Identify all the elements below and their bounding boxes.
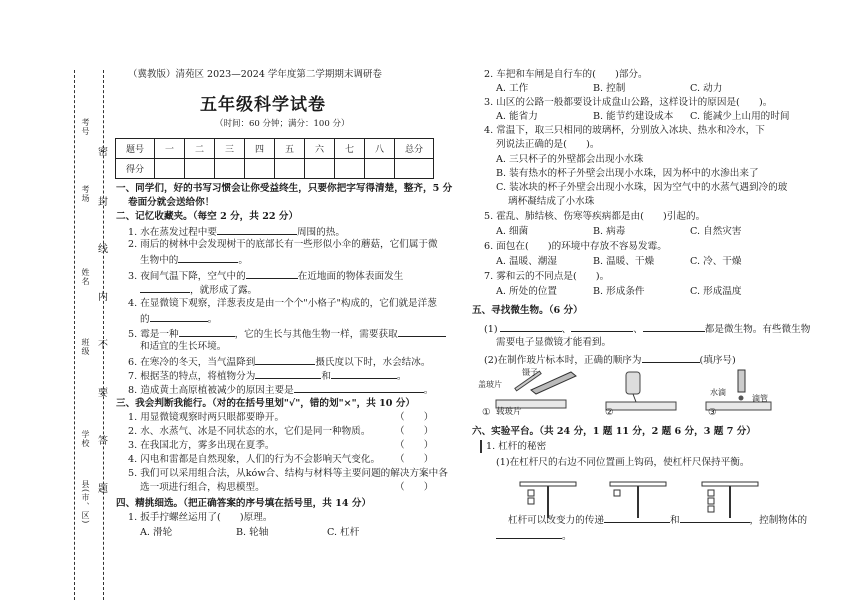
answer-blank[interactable] (246, 268, 298, 279)
seal-char: 答 (98, 436, 108, 447)
question-text: 周围的热。 (296, 227, 345, 238)
answer-blank[interactable] (500, 321, 562, 332)
option-c: C. 自然灾害 (690, 226, 742, 237)
section-3-title: 三、我会判断我能行。（对的在括号里划"√"，错的划"×"，共 10 分） (116, 398, 416, 409)
question-text: 和 (321, 371, 331, 382)
question-2-6 (128, 354, 430, 369)
option-b: B. 温暖、干燥 (593, 256, 655, 267)
answer-blank[interactable] (217, 224, 297, 235)
answer-blank[interactable] (398, 326, 446, 337)
question-text: 杠杆可以改变力的传递 (508, 515, 604, 526)
needle-icon (633, 394, 636, 402)
choice-question-5: 5. 霍乱、肺结核、伤寒等疾病都是由( )引起的。 (484, 211, 706, 222)
answer-blank[interactable] (255, 368, 321, 379)
choice-question-6: 6. 面包在( )的环境中存放不容易发霉。 (484, 241, 667, 252)
option-a: A. 能省力 (496, 111, 538, 122)
student-info-line (74, 70, 75, 600)
water-drop-icon (739, 396, 744, 401)
score-cell: 八 (365, 139, 395, 159)
section-2-title: 二、记忆收藏夹。（每空 2 分，共 22 分） (116, 211, 299, 222)
label-cover-slip: 盖玻片 (478, 380, 502, 389)
option-b: B. 控制 (593, 83, 626, 94)
seal-char: 密 (98, 147, 108, 158)
seal-char: 线 (98, 244, 108, 255)
option-c: C. 动力 (690, 83, 723, 94)
question-text: 生物中的 (140, 255, 179, 266)
option-a: A. 工作 (496, 83, 529, 94)
score-table-score-row (116, 159, 434, 179)
section-4-title: 四、精挑细选。（把正确答案的序号填在括号里，共 14 分） (116, 498, 372, 509)
exam-name: （冀教版）清苑区 2023—2024 学年度第二学期期末调研卷 (128, 69, 382, 80)
question-text: 摄氏度以下时，水会结冰。 (315, 357, 431, 368)
question-text: 5. 霉是一种 (128, 329, 179, 340)
hand-icon (626, 372, 640, 394)
judge-item-5: 5. 我们可以采用组合法，从ków合、结构与材料等主要问题的解决方案中各 (128, 468, 448, 479)
label-glass-slide: 载玻片 (496, 407, 522, 417)
score-cell: 七 (335, 139, 365, 159)
answer-blank[interactable] (604, 512, 670, 523)
question-2-5-cont: 和适宜的生长环境。 (140, 341, 227, 352)
score-entry[interactable] (245, 159, 275, 179)
score-cell: 总分 (395, 139, 434, 159)
option-a: A. 温暖、潮湿 (496, 256, 557, 267)
answer-blank[interactable] (140, 282, 190, 293)
question-2-3-cont (140, 282, 257, 297)
question-text: 6. 在寒冷的冬天，当气温降到 (128, 357, 256, 368)
judge-answer-box[interactable]: （ ） (395, 454, 434, 465)
seal-char: 题 (98, 484, 108, 495)
question-5-2 (484, 352, 736, 367)
question-2-3 (128, 268, 403, 283)
score-cell: 题号 (116, 139, 155, 159)
question-2-8: 8. 造成黄土高原植被减少的原因主要是 。 (128, 382, 433, 397)
option-b: B. 形成条件 (593, 286, 645, 297)
score-cell: 二 (185, 139, 215, 159)
section-1-intro: 一、同学们，好的书写习惯会让你受益终生，只要你把字写得清楚，整齐，5 分 (116, 183, 453, 194)
answer-blank[interactable] (179, 326, 235, 337)
choice-question-3: 3. 山区的公路一般都要设计成盘山公路，这样设计的原因是( )。 (484, 97, 773, 108)
option-c: C. 冷、干燥 (690, 256, 742, 267)
label-class: 班级 (81, 338, 90, 356)
question-2-2: 2. 雨后的树林中会发现树干的底部长有一些形似小伞的蘑菇，它们属于微 (128, 239, 438, 250)
label-dropper: 滴管 (752, 394, 768, 403)
judge-answer-box[interactable]: （ ） (395, 440, 434, 451)
label-name: 姓名 (81, 268, 90, 286)
answer-blank[interactable] (255, 354, 315, 365)
question-5-1-cont: 需要电子显微镜才能看到。 (496, 337, 612, 348)
option-c: C. 形成温度 (690, 286, 742, 297)
choice-question-1: 1. 扳手拧螺丝运用了( )原理。 (128, 512, 273, 523)
question-2-4-cont: 的 。 (140, 311, 217, 326)
question-text: ，它的生长与其他生物一样，需要获取 (234, 329, 398, 340)
judge-answer-box[interactable]: （ ） (395, 412, 434, 423)
judge-item-2: 2. 水、水蒸气、冰是不同状态的水，它们是同一种物质。 (128, 426, 371, 437)
option-a: A. 滑轮 (140, 527, 173, 538)
binding-margin (0, 0, 110, 609)
answer-blank[interactable] (571, 321, 633, 332)
question-text: ，控制物体的 (749, 515, 808, 526)
answer-blank[interactable] (331, 368, 397, 379)
judge-answer-box[interactable]: （ ） (395, 426, 434, 437)
dropper-icon (738, 370, 745, 392)
option-b: B. 能节约建设成本 (593, 111, 674, 122)
score-entry[interactable] (155, 159, 185, 179)
answer-blank[interactable] (496, 528, 562, 539)
label-school: 学校 (81, 430, 90, 448)
question-2-5 (128, 326, 446, 341)
question-6-1-part-2-cont: 。 (496, 528, 572, 543)
question-text: ，就形成了露。 (190, 285, 258, 296)
question-6-1-part-1: (1)在杠杆尺的右边不同位置画上钩码，使杠杆尺保持平衡。 (496, 457, 750, 468)
question-6-1-part-2 (508, 512, 807, 527)
answer-blank[interactable] (178, 252, 238, 263)
choice-question-7: 7. 雾和云的不同点是( )。 (484, 271, 610, 282)
question-text: 和 (669, 515, 680, 526)
option-c: C. 能减少上山用的时间 (690, 111, 790, 122)
score-cell: 一 (155, 139, 185, 159)
label-district: 县(市、区) (81, 480, 90, 525)
score-entry[interactable] (275, 159, 305, 179)
answer-blank[interactable] (680, 512, 750, 523)
section-6-title: 六、实验平台。（共 24 分，1 题 11 分，2 题 6 分，3 题 7 分） (472, 426, 756, 437)
question-2-1 (128, 224, 345, 239)
section-5-title: 五、寻找微生物。（6 分） (472, 305, 583, 316)
seal-char: 封 (98, 197, 108, 208)
seal-char: 内 (98, 292, 108, 303)
option-a: A. 所处的位置 (496, 286, 557, 297)
fig-number-1: ① (482, 407, 491, 418)
score-entry[interactable] (365, 159, 395, 179)
question-5-1: (1) 、 、 都是微生物。有些微生物 (484, 321, 810, 336)
answer-blank[interactable] (642, 352, 700, 363)
seal-char: 不 (98, 340, 108, 351)
question-text: 都是微生物。有些微生物 (704, 324, 811, 335)
score-row-label: 得分 (116, 159, 155, 179)
answer-blank[interactable] (294, 382, 424, 393)
option-b: B. 轮轴 (236, 527, 269, 538)
score-entry[interactable] (395, 159, 434, 179)
question-text: (1) (484, 324, 498, 335)
score-entry[interactable] (335, 159, 365, 179)
score-cell: 五 (275, 139, 305, 159)
question-text: 8. 造成黄土高原植被减少的原因主要是 (128, 385, 294, 396)
option-c-cont: 璃杯凝结成了小水珠 (508, 196, 595, 207)
label-tweezers: 镊子 (522, 368, 538, 377)
option-a: A. 三只杯子的外壁都会出现小水珠 (496, 154, 644, 165)
judge-item-1: 1. 用显微镜观察时两只眼都要睁开。 (128, 412, 285, 423)
option-a: A. 细菌 (496, 226, 529, 237)
score-entry[interactable] (305, 159, 335, 179)
label-water-drop: 水滴 (710, 388, 726, 397)
score-cell: 四 (245, 139, 275, 159)
section-1-intro-cont: 卷面分就会送给你！ (128, 197, 215, 208)
label-exam-room: 考场 (81, 185, 90, 203)
question-text: 的 (140, 314, 150, 325)
question-2-7: 7. 根据茎的特点，将植物分为 和 。 (128, 368, 407, 383)
judge-item-4: 4. 闪电和雷都是自然现象，人们的行为不会影响天气变化。 (128, 454, 381, 465)
question-text: 在近地面的物体表面发生 (297, 271, 404, 282)
label-exam-number: 考号 (81, 118, 90, 136)
score-entry[interactable] (185, 159, 215, 179)
choice-question-4: 4. 常温下，取三只相同的玻璃杯，分别放入冰块、热水和冷水，下 (484, 125, 765, 136)
seal-char: 要 (98, 388, 108, 399)
score-table (115, 138, 434, 179)
question-text: 3. 夜间气温下降，空气中的 (128, 271, 246, 282)
question-text: 7. 根据茎的特点，将植物分为 (128, 371, 256, 382)
question-6-1-title: 1. 杠杆的秘密 (480, 440, 546, 453)
question-text: (填序号) (699, 355, 736, 366)
judge-item-3: 3. 在我国北方，雾多出现在夏季。 (128, 440, 275, 451)
question-2-2-cont: 生物中的 。 (140, 252, 248, 267)
exam-time-info: （时间：60 分钟；满分：100 分） (215, 119, 350, 129)
score-table-header-row (116, 139, 434, 159)
glass-slide-2 (606, 402, 676, 410)
answer-blank[interactable] (150, 311, 208, 322)
judge-answer-box[interactable]: （ ） (395, 482, 434, 493)
question-text: 1. 水在蒸发过程中要 (128, 227, 217, 238)
option-c: C. 杠杆 (327, 527, 360, 538)
page-title: 五年级科学试卷 (200, 95, 326, 115)
question-text: (2)在制作玻片标本时，正确的顺序为 (484, 355, 642, 366)
question-2-4: 4. 在显微镜下观察，洋葱表皮是由一个个"小格子"构成的，它们就是洋葱 (128, 298, 437, 309)
fig-number-2: ② (605, 407, 614, 418)
choice-question-4-cont: 列说法正确的是( )。 (496, 139, 600, 150)
answer-blank[interactable] (643, 321, 705, 332)
option-c: C. 装冰块的杯子外壁会出现小水珠，因为空气中的水蒸气遇到冷的玻 (496, 182, 788, 193)
judge-item-5-cont: 选一项进行组合，构思模型。 (140, 482, 265, 493)
option-b: B. 装有热水的杯子外壁会出现小水珠，因为杯中的水渗出来了 (496, 168, 759, 179)
score-cell: 六 (305, 139, 335, 159)
score-entry[interactable] (215, 159, 245, 179)
choice-question-2: 2. 车把和车闸是自行车的( )部分。 (484, 69, 648, 80)
fig-number-3: ③ (708, 407, 717, 418)
option-b: B. 病毒 (593, 226, 626, 237)
score-cell: 三 (215, 139, 245, 159)
